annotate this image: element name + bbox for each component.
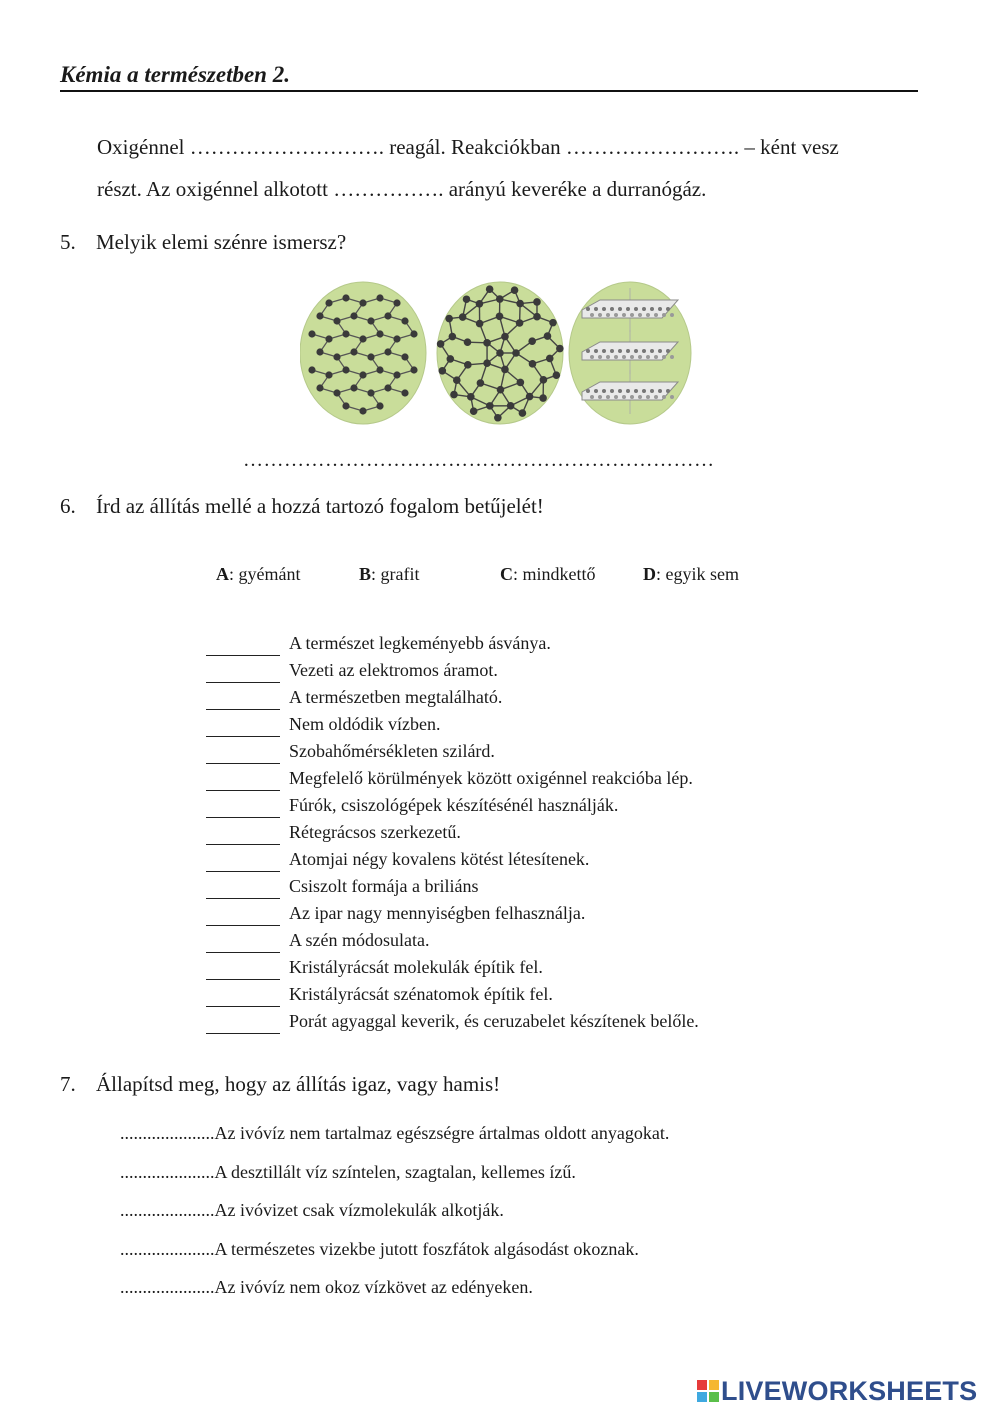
fullerene-structure <box>437 282 564 424</box>
answer-dots[interactable]: ..................... <box>120 1277 215 1297</box>
answer-blank[interactable] <box>206 657 280 683</box>
answer-line[interactable]: …………………………………………………………… <box>243 449 715 471</box>
answer-blank[interactable] <box>206 711 280 737</box>
answer-dots[interactable]: ..................... <box>120 1238 215 1259</box>
legend-item-a: A: gyémánt <box>216 564 301 584</box>
list-item: .....................A természetes vizekbe jutott foszfátok algásodást okoznak. <box>120 1238 639 1259</box>
answer-dots[interactable]: ..................... <box>120 1123 215 1143</box>
answer-blank[interactable] <box>206 684 280 710</box>
list-item: .....................Az ivóvizet csak vízmolekulák alkotják. <box>120 1200 504 1220</box>
question-number: 6. <box>60 494 76 518</box>
answer-dots[interactable]: ..................... <box>120 1200 215 1220</box>
question-text: Állapítsd meg, hogy az állítás igaz, vagy hamis! <box>96 1072 501 1096</box>
answer-blank[interactable] <box>206 846 280 872</box>
carbon-allotropes-image <box>300 280 696 426</box>
brand-name: LIVEWORKSHEETS <box>721 1376 978 1406</box>
question-6 <box>60 494 544 519</box>
question-number: 5. <box>60 230 76 254</box>
answer-blank[interactable] <box>206 900 280 926</box>
question-number: 7. <box>60 1072 76 1096</box>
answer-blank[interactable] <box>206 981 280 1007</box>
answer-blank[interactable] <box>206 1008 280 1034</box>
question-5 <box>60 230 346 255</box>
answer-blank[interactable] <box>206 792 280 818</box>
list-item: .....................Az ivóvíz nem tartalmaz egészségre ártalmas oldott anyagokat. <box>120 1123 670 1143</box>
graphite-structure <box>569 282 691 424</box>
question-text: Melyik elemi szénre ismersz? <box>96 230 347 254</box>
legend-item-c: C: mindkettő <box>500 564 596 584</box>
question-7 <box>60 1072 500 1097</box>
answer-blank[interactable] <box>206 738 280 764</box>
answer-blank[interactable] <box>206 927 280 953</box>
answer-blank[interactable] <box>206 819 280 845</box>
answer-blank[interactable] <box>206 873 280 899</box>
logo-grid-icon <box>697 1380 719 1402</box>
page-title: Kémia a természetben 2. <box>60 60 918 92</box>
diamond-structure <box>300 282 426 424</box>
legend-item-b: B: grafit <box>359 564 420 584</box>
intro-line-1: Oxigénnel ………………………. reagál. Reakciókban ……………………. – ként vesz <box>97 135 839 159</box>
list-item: .....................Az ivóvíz nem okoz vízkövet az edényeken. <box>120 1277 533 1297</box>
intro-paragraph <box>97 126 947 210</box>
true-false-list <box>120 1120 669 1313</box>
intro-line-2: részt. Az oxigénnel alkotott ……………. arányú keveréke a durranógáz. <box>97 177 707 201</box>
question-text: Írd az állítás mellé a hozzá tartozó fogalom betűjelét! <box>96 494 544 518</box>
answer-blank[interactable] <box>206 765 280 791</box>
list-item: .....................A desztillált víz színtelen, szagtalan, kellemes ízű. <box>120 1161 576 1182</box>
answer-dots[interactable]: ..................... <box>120 1161 215 1182</box>
answer-blank[interactable] <box>206 954 280 980</box>
answer-blank[interactable] <box>206 630 280 656</box>
legend-item-d: D: egyik sem <box>643 564 739 584</box>
